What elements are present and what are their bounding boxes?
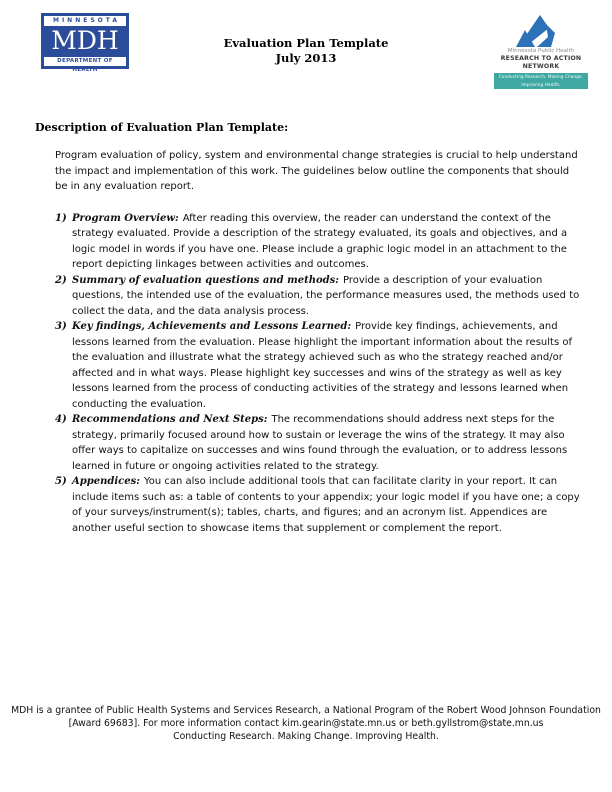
item-4-text: The recommendations should address next steps for the strategy, primarily focused around how to sustain or leverage the wins of the strategy. It may also offer ways to capitalize on successes and wins found through the evaluation, or to address lessons learned in future or ongoing activities related to the strategy. bbox=[72, 414, 568, 472]
item-1-text: After reading this overview, the reader can understand the context of the strategy evaluated. Provide a description of the strategy evaluated, its goals and objectives, and a logic model in words if you have one. Please include a graphic logic model in an attachment to the report depicting linkages between activities and outcomes. bbox=[72, 212, 568, 270]
mdh-logo-minnesota-text: MINNESOTA bbox=[44, 16, 126, 26]
list-item-4 bbox=[55, 412, 580, 474]
ran-logo-tagline: Conducting Research. Making Change. Improving Health. bbox=[494, 73, 588, 89]
item-2-number: 2) bbox=[55, 274, 67, 286]
numbered-list bbox=[55, 211, 580, 537]
title-line-2: July 2013 bbox=[275, 51, 337, 65]
footer-line-3: Conducting Research. Making Change. Improving Health. bbox=[173, 731, 439, 742]
footer-line-1: MDH is a grantee of Public Health Systems and Services Research, a National Program of the Robert Wood Johnson Foundation bbox=[11, 705, 601, 716]
list-item-5 bbox=[55, 474, 580, 536]
intro-paragraph: Program evaluation of policy, system and environmental change strategies is crucial to help understand the impact and implementation of this work. The guidelines below outline the components that should be in any evaluation report. bbox=[55, 150, 578, 192]
list-item-2 bbox=[55, 273, 580, 320]
ran-logo-line1: Minnesota Public Health bbox=[507, 48, 575, 54]
document-body bbox=[35, 121, 580, 536]
page-footer bbox=[0, 704, 612, 743]
mdh-logo-department-text: DEPARTMENT OF HEALTH bbox=[44, 57, 126, 66]
footer-line-2: [Award 69683]. For more information contact kim.gearin@state.mn.us or beth.gyllstrom@state.mn.us bbox=[68, 718, 544, 729]
mountain-triangles-icon bbox=[515, 14, 567, 48]
item-5-lead: Appendices: bbox=[72, 476, 140, 487]
item-5-number: 5) bbox=[55, 476, 67, 487]
list-item-1 bbox=[55, 211, 580, 273]
item-5-text: You can also include additional tools that can facilitate clarity in your report. It can include items such as: a table of contents to your appendix; your logic model if you have one; a copy of your surveys/instrument(s); tables, charts, and figures; and an acronym list. Appendices are another useful section to showcase items that supplement or complement the report. bbox=[72, 476, 580, 534]
item-1-lead: Program Overview: bbox=[72, 212, 179, 224]
item-3-text: Provide key findings, achievements, and lessons learned from the evaluation. Please highlight the important information about the results of the evaluation and illustrate what the strategy achieved such as who the strategy reached and/or affected and in what ways. Please highlight key successes and wins of the strategy as well as key lessons learned from the process of conducting activities of the strategy and lessons learned when conducting the evaluation. bbox=[72, 321, 572, 410]
item-4-number: 4) bbox=[55, 414, 67, 425]
item-4-lead: Recommendations and Next Steps: bbox=[72, 414, 268, 425]
section-heading: Description of Evaluation Plan Template: bbox=[35, 121, 289, 134]
research-to-action-network-logo bbox=[494, 14, 588, 89]
title-line-1: Evaluation Plan Template bbox=[223, 36, 389, 50]
item-3-lead: Key findings, Achievements and Lessons Learned: bbox=[72, 321, 352, 332]
item-3-number: 3) bbox=[55, 321, 67, 332]
item-1-number: 1) bbox=[55, 212, 67, 224]
ran-logo-line2: RESEARCH TO ACTION NETWORK bbox=[500, 55, 582, 70]
item-2-text: Provide a description of your evaluation questions, the intended use of the evaluation, the performance measures used, the methods used to collect the data, and the data analysis process. bbox=[72, 274, 580, 317]
list-item-3 bbox=[55, 319, 580, 412]
item-2-lead: Summary of evaluation questions and methods: bbox=[72, 274, 339, 286]
mdh-logo-mdh-text: MDH bbox=[51, 26, 119, 55]
